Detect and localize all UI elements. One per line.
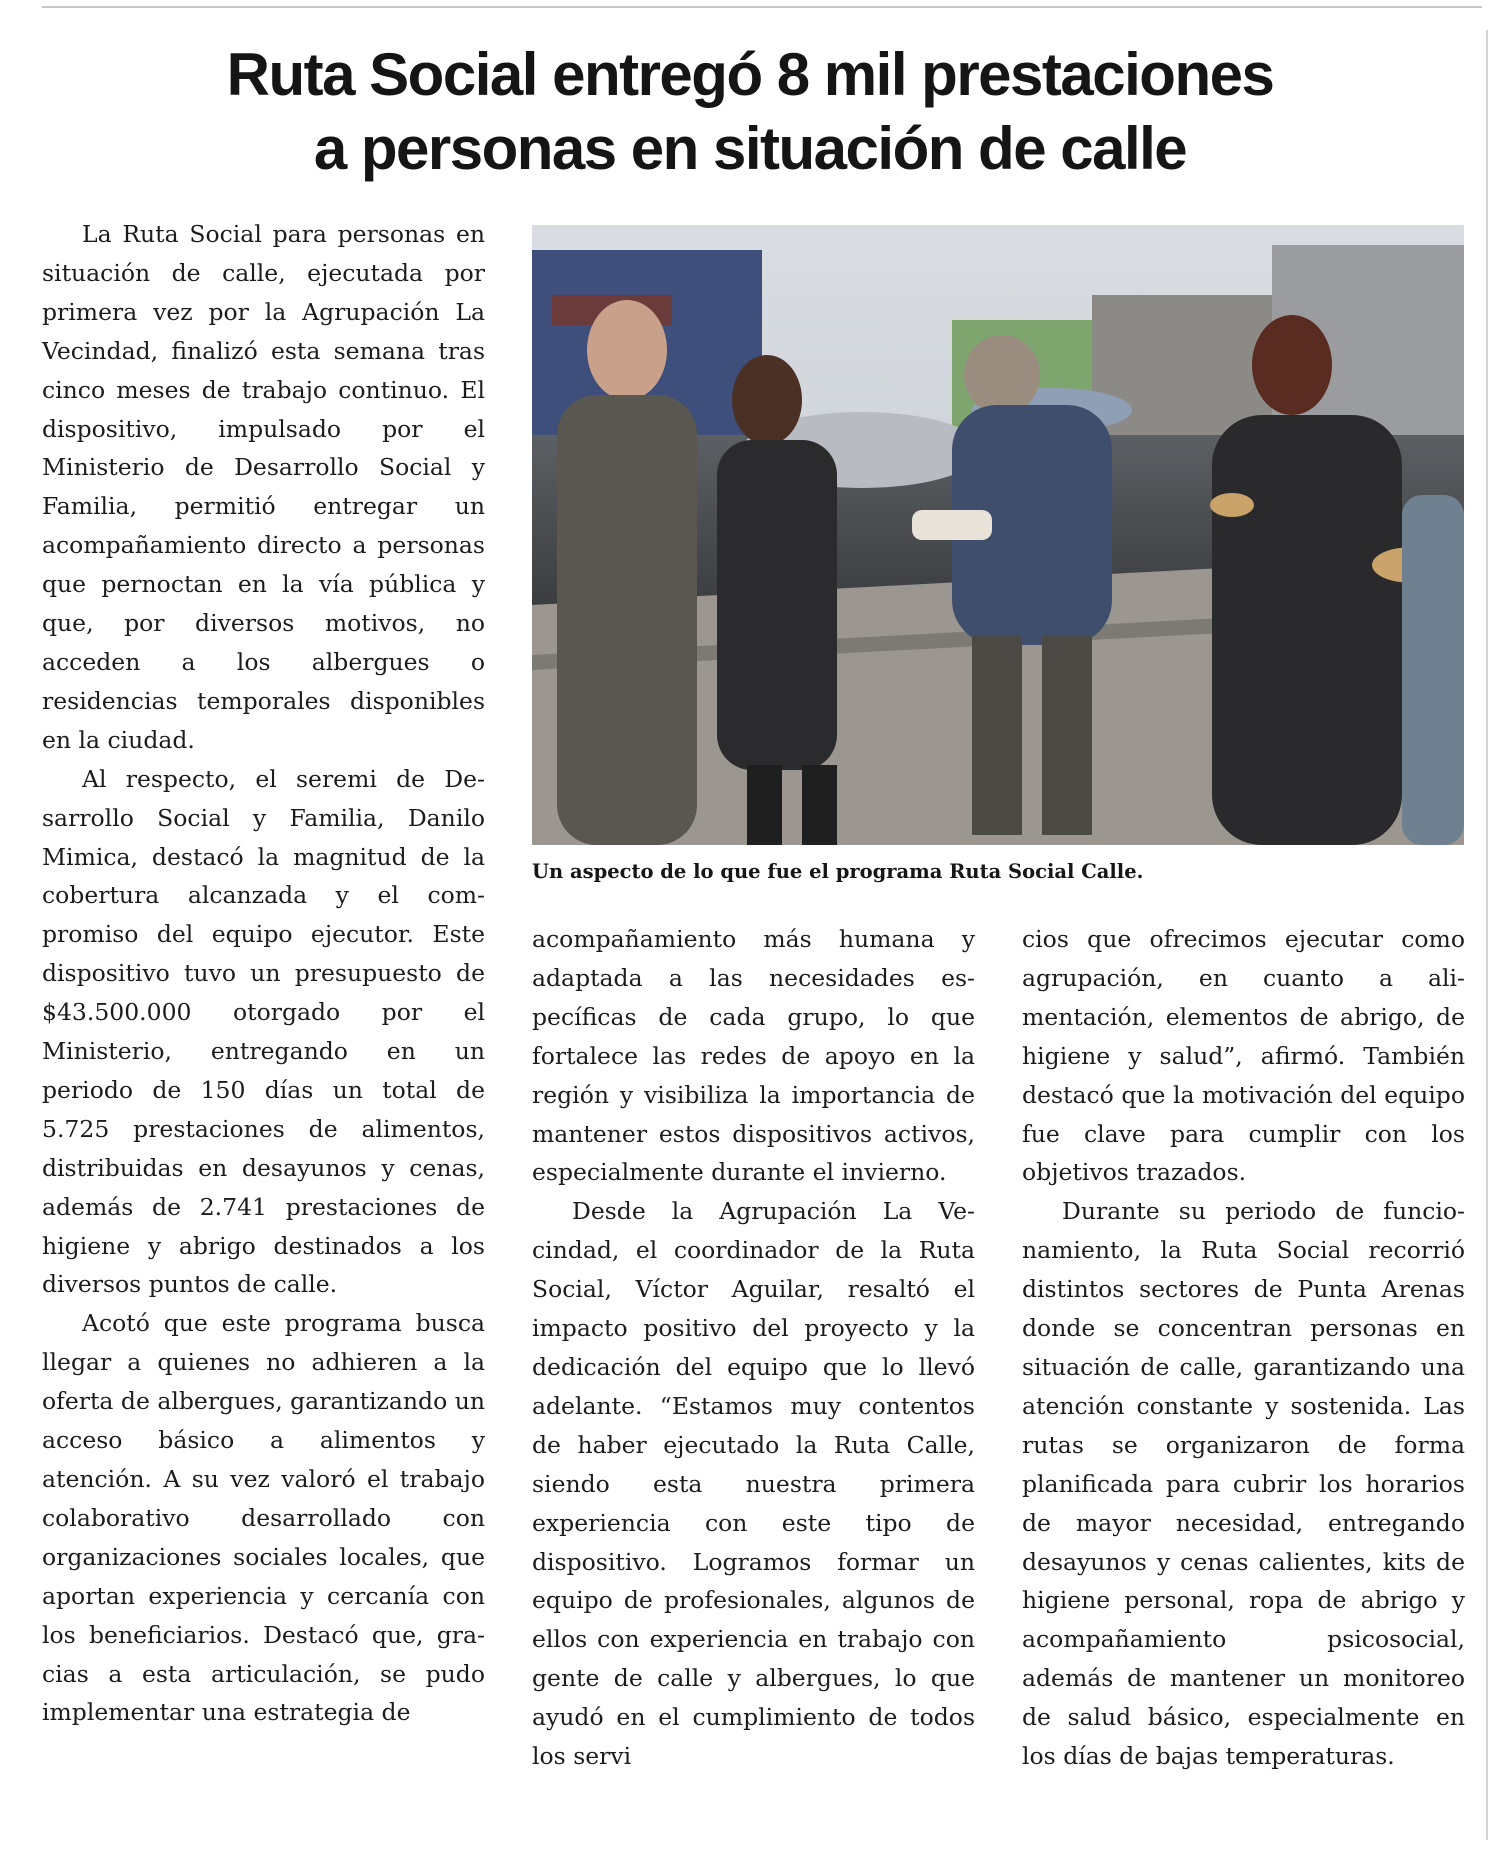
- column-1: [42, 215, 485, 1732]
- paragraph-1: La Ruta Social para personas en situación de calle, ejecutada por primera vez por la Agrupación La Vecindad, finalizó esta semana tras cinco meses de trabajo continuo. El dispositivo, impulsado por el Ministerio de Desarrollo Social y Familia, permitió entregar un acompañamiento directo a personas que pernoctan en la vía pública y que, por diversos motivos, no acceden a los albergues o residencias temporales disponibles en la ciudad.: [42, 220, 485, 754]
- paragraph-4: Desde la Agrupación La Vecindad, el coordinador de la Ruta Social, Víctor Aguilar, resaltó el impacto positivo del proyecto y la dedicación del equipo que lo llevó adelante. “Estamos muy contentos de haber ejecutado la Ruta Calle, siendo esta nuestra primera experiencia con este tipo de dispositivo. Logramos formar un equipo de profesionales, algunos de ellos con experiencia en trabajo con gente de calle y albergues, lo que ayudó en el cumplimiento de todos los servi: [532, 1197, 975, 1771]
- paragraph-3: Acotó que este programa busca llegar a quienes no adhieren a la oferta de albergues, garantizando un acceso básico a alimentos y atención. A su vez valoró el trabajo colaborativo desarrollado con organizaciones sociales locales, que aportan experiencia y cercanía con los beneficiarios. Destacó que, gracias a esta articulación, se pudo implementar una estrategia de: [42, 1309, 485, 1727]
- paragraph-5: Durante su periodo de funcionamiento, la Ruta Social recorrió distintos sectores de Punta Arenas donde se concentran personas en situación de calle, garantizando una atención constante y sostenida. Las rutas se organizaron de forma planificada para cubrir los horarios de mayor necesidad, entregando desayunos y cenas calientes, kits de higiene personal, ropa de abrigo y acompañamiento psicosocial, además de mantener un monitoreo de salud básico, especialmente en los días de bajas temperaturas.: [1022, 1197, 1465, 1771]
- column-3: [1022, 920, 1465, 1776]
- headline-line-2: a personas en situación de calle: [313, 115, 1187, 182]
- column-rule: [1486, 30, 1488, 1840]
- photo-caption: Un aspecto de lo que fue el programa Ruta Social Calle.: [532, 860, 1144, 883]
- headline-line-1: Ruta Social entregó 8 mil prestaciones: [226, 41, 1274, 108]
- top-rule: [42, 6, 1482, 8]
- headline: [60, 38, 1440, 186]
- street-scene-image: [532, 225, 1464, 845]
- paragraph-2: Al respecto, el seremi de Desarrollo Social y Familia, Danilo Mimica, destacó la magnitud de la cobertura alcanzada y el compromiso del equipo ejecutor. Este dispositivo tuvo un presupuesto de $43.500.000 otorgado por el Ministerio, entregando en un periodo de 150 días un total de 5.725 prestaciones de alimentos, distribuidas en desayunos y cenas, además de 2.741 prestaciones de higiene y abrigo destinados a los diversos puntos de calle.: [42, 764, 485, 1299]
- article-photo: [532, 225, 1464, 845]
- paragraph-3-continued: acompañamiento más humana y adaptada a las necesidades específicas de cada grupo, lo que fortalece las redes de apoyo en la región y visibiliza la importancia de mantener estos dispositivos activos, especialmente durante el invierno.: [532, 925, 975, 1187]
- paragraph-4-continued: cios que ofrecimos ejecutar como agrupación, en cuanto a alimentación, elementos de abrigo, de higiene y salud”, afirmó. También destacó que la motivación del equipo fue clave para cumplir con los objetivos trazados.: [1022, 925, 1465, 1187]
- column-2: [532, 920, 975, 1776]
